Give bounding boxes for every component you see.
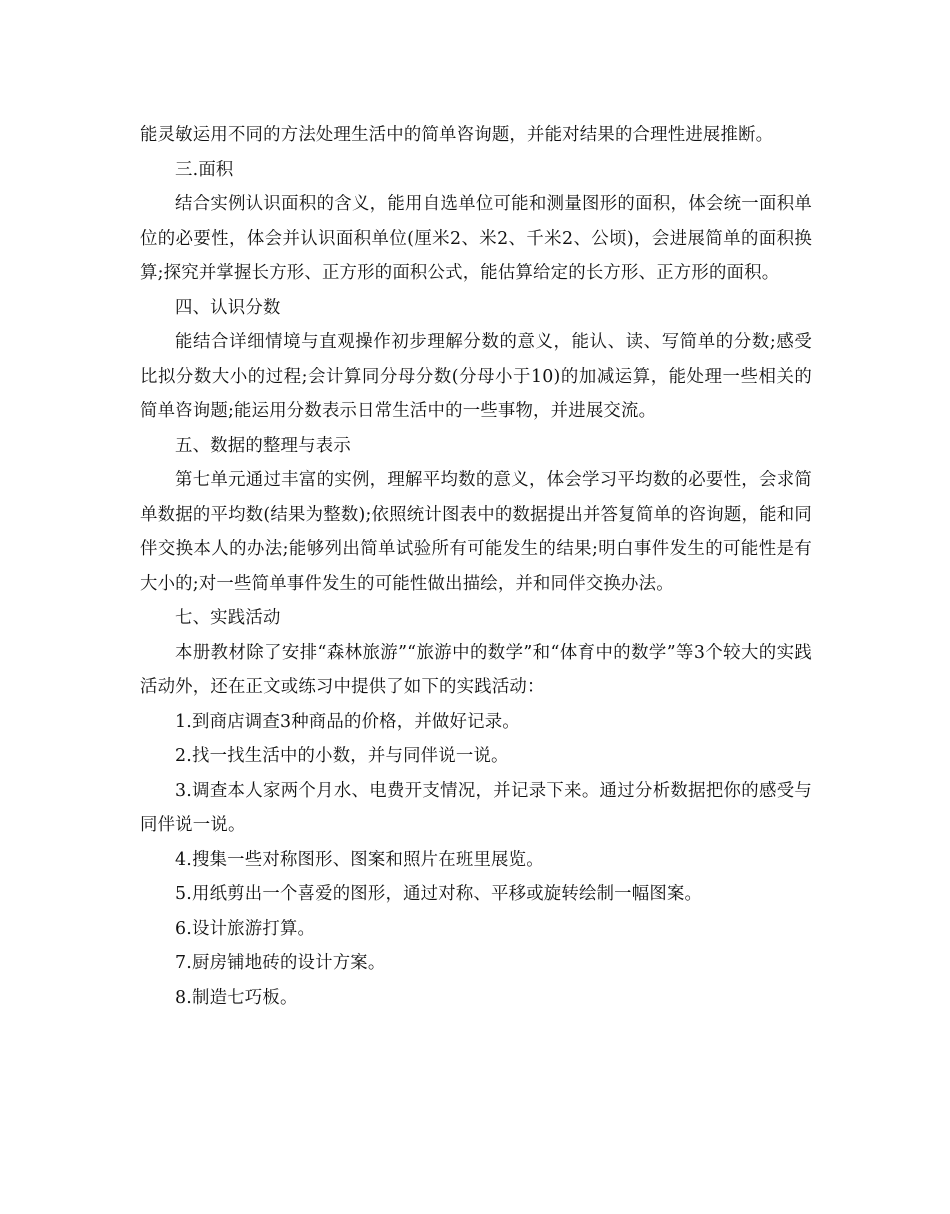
section-heading-area: 三.面积 [175,159,234,180]
list-item: 7.厨房铺地砖的设计方案。 [175,953,386,973]
list-item: 6.设计旅游打算。 [175,918,316,939]
list-item: 1.到商店调查3种商品的价格，并做好记录。 [175,711,520,732]
section-heading-practice: 七、实践活动 [175,608,281,628]
paragraph-fractions: 能结合详细情境与直观操作初步理解分数的意义，能认、读、写简单的分数;感受比拟分数大小的过程;会计算同分母分数(分母小于10)的加减运算，能处理一些相关的简单咨询题;能运用分数表示日常生活中的一些事物，并进展交流。 [140,332,812,421]
paragraph-area: 结合实例认识面积的含义，能用自选单位可能和测量图形的面积，体会统一面积单位的必要性，体会并认识面积单位(厘米2、米2、千米2、公顷)，会进展简单的面积换算;探究并掌握长方形、正方形的面积公式，能估算给定的长方形、正方形的面积。 [140,194,812,283]
list-item: 3.调查本人家两个月水、电费开支情况，并记录下来。通过分析数据把你的感受与同伴说一说。 [140,780,812,835]
paragraph-practice: 本册教材除了安排“森林旅游”“旅游中的数学”和“体育中的数学”等3个较大的实践活动外，还在正文或练习中提供了如下的实践活动： [140,642,812,697]
document-body [140,118,812,1015]
paragraph-data: 第七单元通过丰富的实例，理解平均数的意义，体会学习平均数的必要性，会求简单数据的平均数(结果为整数);依照统计图表中的数据提出并答复简单的咨询题，能和同伴交换本人的办法;能够列出简单试验所有可能发生的结果;明白事件发生的可能性是有大小的;对一些简单事件发生的可能性做出描绘，并和同伴交换办法。 [140,470,812,594]
list-item: 4.搜集一些对称图形、图案和照片在班里展览。 [175,849,544,870]
list-item: 5.用纸剪出一个喜爱的图形，通过对称、平移或旋转绘制一幅图案。 [175,884,703,904]
paragraph-continuation: 能灵敏运用不同的方法处理生活中的简单咨询题，并能对结果的合理性进展推断。 [140,125,774,145]
section-heading-data: 五、数据的整理与表示 [175,435,351,456]
section-heading-fractions: 四、认识分数 [175,297,281,318]
list-item: 8.制造七巧板。 [175,987,298,1008]
list-item: 2.找一找生活中的小数，并与同伴说一说。 [175,746,509,766]
